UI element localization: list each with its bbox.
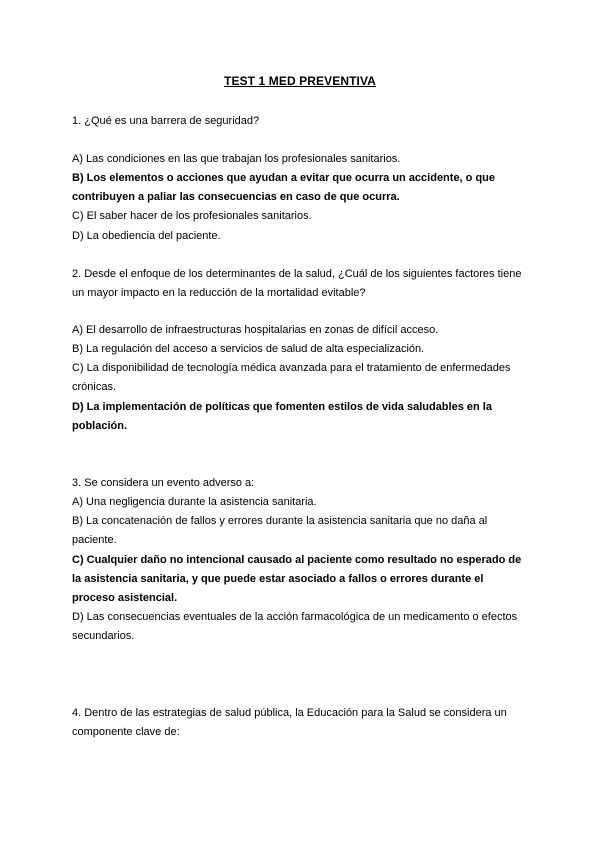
q2-option-d-correct: D) La implementación de políticas que fomenten estilos de vida saludables en la (72, 401, 492, 413)
question-3-text: 3. Se considera un evento adverso a: (72, 477, 255, 489)
q1-option-b-correct-cont: contribuyen a paliar las consecuencias en caso de que ocurra. (72, 191, 400, 203)
q2-option-d-correct-cont: población. (72, 420, 127, 432)
question-4-text: 4. Dentro de las estrategias de salud pública, la Educación para la Salud se considera un (72, 707, 507, 719)
q3-option-c-correct-cont1: la asistencia sanitaria, y que puede estar asociado a fallos o errores durante el (72, 573, 484, 585)
q1-option-a: A) Las condiciones en las que trabajan los profesionales sanitarios. (72, 153, 401, 165)
q2-option-c: C) La disponibilidad de tecnología médica avanzada para el tratamiento de enfermedades (72, 362, 511, 374)
q2-option-a: A) El desarrollo de infraestructuras hospitalarias en zonas de difícil acceso. (72, 324, 439, 336)
q3-option-a: A) Una negligencia durante la asistencia sanitaria. (72, 496, 317, 508)
question-4-text-cont: componente clave de: (72, 726, 180, 738)
q3-option-d: D) Las consecuencias eventuales de la acción farmacológica de un medicamento o efectos (72, 611, 518, 623)
question-2-text-cont: un mayor impacto en la reducción de la mortalidad evitable? (72, 287, 366, 299)
q3-option-d-cont: secundarios. (72, 630, 135, 642)
document-title: TEST 1 MED PREVENTIVA (224, 74, 376, 88)
q1-option-c: C) El saber hacer de los profesionales sanitarios. (72, 210, 312, 222)
q2-option-b: B) La regulación del acceso a servicios de salud de alta especialización. (72, 343, 425, 355)
q3-option-c-correct-cont2: proceso asistencial. (72, 592, 178, 604)
question-2-text: 2. Desde el enfoque de los determinantes de la salud, ¿Cuál de los siguientes factores tiene (72, 268, 522, 280)
q3-option-b: B) La concatenación de fallos y errores durante la asistencia sanitaria que no daña al (72, 515, 488, 527)
q3-option-b-cont: paciente. (72, 534, 117, 546)
q1-option-d: D) La obediencia del paciente. (72, 230, 221, 242)
q1-option-b-correct: B) Los elementos o acciones que ayudan a evitar que ocurra un accidente, o que (72, 172, 496, 184)
q3-option-c-correct: C) Cualquier daño no intencional causado al paciente como resultado no esperado de (72, 554, 522, 566)
q2-option-c-cont: crónicas. (72, 381, 117, 393)
question-1-text: 1. ¿Qué es una barrera de seguridad? (72, 115, 260, 127)
